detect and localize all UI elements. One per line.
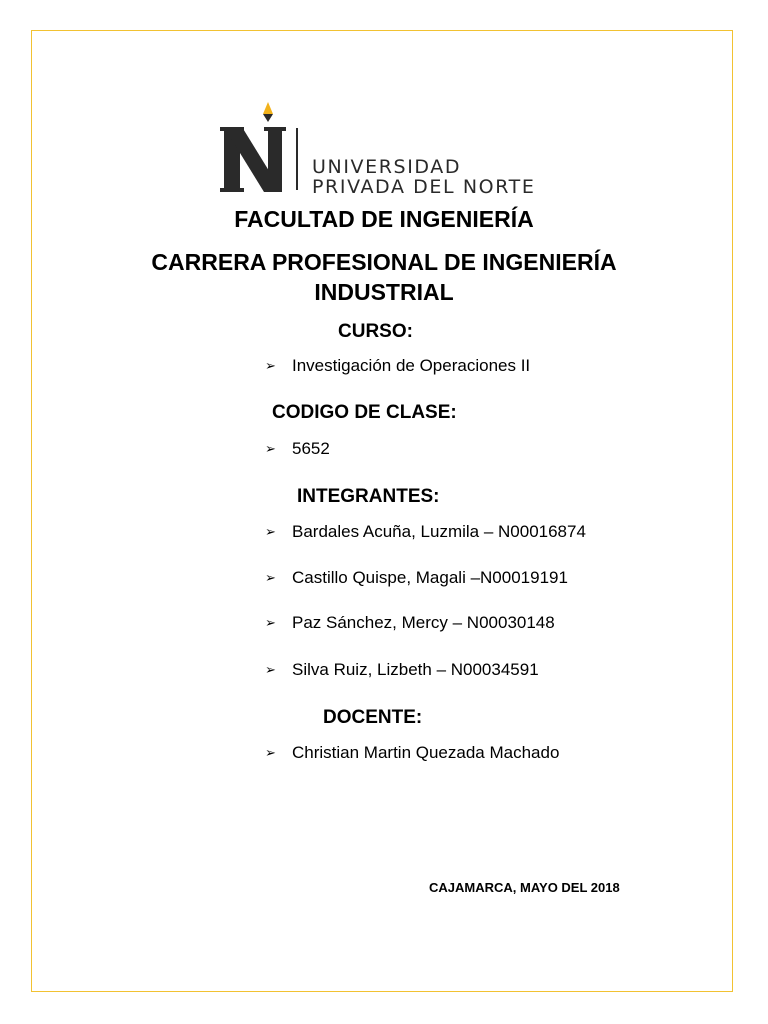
course-name: Investigación de Operaciones II [292, 356, 531, 375]
upn-logo-icon [218, 100, 308, 196]
member-item [265, 521, 586, 543]
logo-text-line1: UNIVERSIDAD [312, 156, 462, 178]
career-title-line2: INDUSTRIAL [314, 279, 454, 305]
member-name: Castillo Quispe, Magali –N00019191 [292, 568, 568, 587]
class-code-heading: CODIGO DE CLASE: [272, 402, 457, 423]
arrow-bullet-icon: ➢ [265, 615, 276, 630]
member-name: Paz Sánchez, Mercy – N00030148 [292, 613, 555, 632]
arrow-bullet-icon: ➢ [265, 441, 276, 456]
arrow-bullet-icon: ➢ [265, 570, 276, 585]
member-item [265, 612, 555, 634]
member-item [265, 567, 568, 589]
place-date: CAJAMARCA, MAYO DEL 2018 [429, 880, 620, 895]
class-code-item [265, 438, 330, 460]
course-item [265, 355, 530, 377]
course-heading: CURSO: [338, 321, 413, 342]
class-code-value: 5652 [292, 439, 330, 458]
arrow-bullet-icon: ➢ [265, 745, 276, 760]
arrow-bullet-icon: ➢ [265, 662, 276, 677]
member-name: Silva Ruiz, Lizbeth – N00034591 [292, 660, 539, 679]
arrow-bullet-icon: ➢ [265, 358, 276, 373]
teacher-item [265, 742, 559, 764]
arrow-bullet-icon: ➢ [265, 524, 276, 539]
faculty-title: FACULTAD DE INGENIERÍA [234, 206, 534, 232]
logo-text-line2: PRIVADA DEL NORTE [312, 176, 536, 198]
member-name: Bardales Acuña, Luzmila – N00016874 [292, 522, 586, 541]
members-heading: INTEGRANTES: [297, 486, 440, 507]
teacher-name: Christian Martin Quezada Machado [292, 743, 560, 762]
career-title-line1: CARRERA PROFESIONAL DE INGENIERÍA [151, 249, 617, 275]
member-item [265, 659, 539, 681]
university-logo [218, 100, 538, 196]
teacher-heading: DOCENTE: [323, 707, 423, 728]
